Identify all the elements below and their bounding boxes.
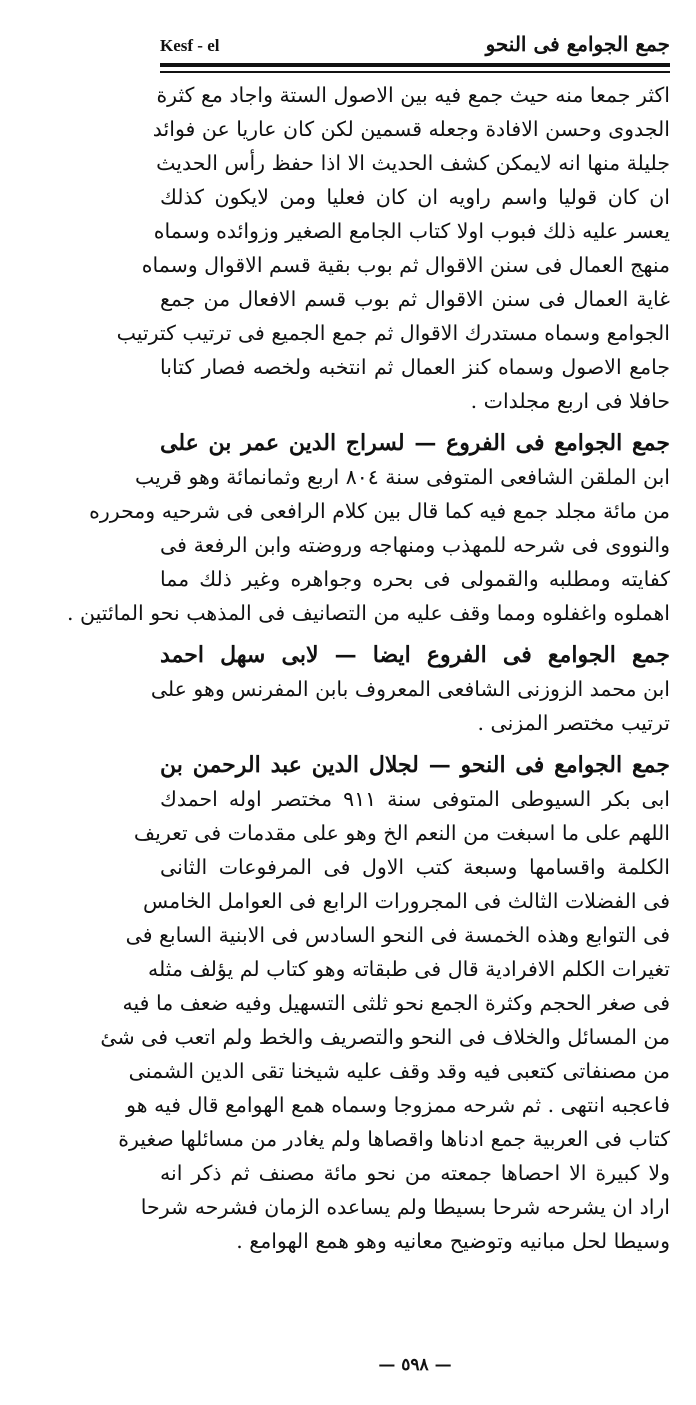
text-line: اللهم على ما اسبغت من النعم الخ وهو على مقدمات فى تعريف (133, 821, 670, 845)
text-line: الجوامع وسماه مستدرك الاقوال ثم جمع الجميع فى ترتيب كترتيب (116, 321, 670, 345)
text-line: الجدوى وحسن الافادة وجعله قسمين لكن كان عاريا عن فوائد (152, 117, 670, 141)
text-line: حافلا فى اربع مجلدات . (470, 389, 670, 413)
header-rule-thin (160, 71, 670, 73)
text-line: ابن محمد الزوزنى الشافعى المعروف بابن المفرنس وهو على (150, 677, 670, 701)
text-line: جليلة منها انه لايمكن كشف الحديث الا اذا حفظ رأس الحديث (156, 151, 670, 175)
text-line: اهملوه واغفلوه ومما وقف عليه من التصانيف فى المذهب نحو المائتين . (66, 601, 670, 625)
text-line: والنووى فى شرحه للمهذب ومنهاجه وروضته وابن الرفعة فى (160, 533, 670, 557)
entry-heading-line: جمع الجوامع فى النحو — لجلال الدين عبد الرحمن بن (160, 752, 670, 778)
text-line: غاية العمال فى سنن الاقوال ثم بوب قسم الافعال من جمع (160, 287, 670, 311)
entry-jam-al-jawami-furu-ayzan (150, 638, 670, 740)
text-line: من مائة مجلد جمع فيه كما قال بين كلام الرافعى فى شرحيه ومحرره (89, 499, 670, 523)
entry-jam-al-jawami-nahw (100, 748, 671, 1258)
text-line: فى صغر الحجم وكثرة الجمع نحو ثلثى التسهيل وفيه ضعف ما فيه (122, 991, 670, 1015)
page-number: — ٥٩٨ — (378, 1355, 452, 1375)
text-line: فاعجبه انتهى . ثم شرحه ممزوجا وسماه همع الهوامع قال فيه هو (126, 1093, 670, 1117)
text-line: يعسر عليه ذلك فبوب اولا كتاب الجامع الصغير وزوائده وسماه (153, 219, 670, 243)
entry-heading-line: جمع الجوامع فى الفروع ايضا — لابى سهل احمد (160, 642, 670, 668)
header-latin-title: Kesf - el (160, 36, 220, 55)
text-line: ترتيب مختصر المزنى . (477, 711, 670, 735)
text-line: جامع الاصول وسماه كنز العمال ثم انتخبه ولخصه فصار كتابا (160, 355, 670, 379)
text-line: وسيطا لحل مبانيه وتوضيح معانيه وهو همع الهوامع . (236, 1229, 670, 1253)
entry-heading-line: جمع الجوامع فى الفروع — لسراج الدين عمر بن على (160, 430, 670, 456)
text-line: فى الفضلات الثالث فى المجرورات الرابع فى العوامل الخامس (142, 889, 670, 913)
text-line: اراد ان يشرحه شرحا بسيطا ولم يساعده الزمان فشرحه شرحا (140, 1195, 670, 1219)
header-rule-thick (160, 63, 670, 67)
page-body (66, 78, 671, 1258)
header-arabic-title: جمع الجوامع فى النحو (485, 32, 670, 56)
text-line: كتاب فى العربية جمع ادناها واقصاها ولم يغادر من مسائلها صغيرة (118, 1127, 670, 1151)
text-line: الكلمة واقسامها وسبعة كتب الاول فى المرفوعات الثانى (160, 855, 670, 879)
text-line: ان كان قوليا واسم راويه ان كان فعليا ومن لايكون كذلك (160, 185, 670, 209)
text-line: كفايته ومطلبه والقمولى فى بحره وجواهره وغير ذلك مما (160, 567, 670, 591)
text-line: ولا كبيرة الا احصاها جمعته من نحو مائة مصنف ثم ذكر انه (160, 1161, 670, 1185)
entry-jam-al-jawami-furu (66, 426, 670, 630)
text-line: فى التوابع وهذه الخمسة فى النحو السادس فى الابنية السابع فى (125, 923, 670, 947)
text-line: من المسائل والخلاف فى النحو والتصريف والخط ولم اتعب فى شئ (100, 1025, 670, 1049)
running-header (160, 30, 670, 74)
text-line: ابن الملقن الشافعى المتوفى سنة ٨٠٤ اربع وثمانمائة وهو قريب (135, 465, 670, 489)
text-line: تغيرات الكلم الافرادية قال فى طبقاته وهو كتاب لم يؤلف مثله (148, 957, 670, 981)
text-line: من مصنفاتى كتعبى فيه وقد وقف عليه شيخنا تقى الدين الشمنى (128, 1059, 670, 1083)
paragraph-continuation (116, 78, 670, 418)
text-line: اكثر جمعا منه حيث جمع فيه بين الاصول الستة واجاد مع كثرة (156, 83, 670, 107)
text-line: منهج العمال فى سنن الاقوال ثم بوب بقية قسم الاقوال وسماه (141, 253, 670, 277)
text-line: ابى بكر السيوطى المتوفى سنة ٩١١ مختصر اوله احمدك (160, 787, 671, 811)
